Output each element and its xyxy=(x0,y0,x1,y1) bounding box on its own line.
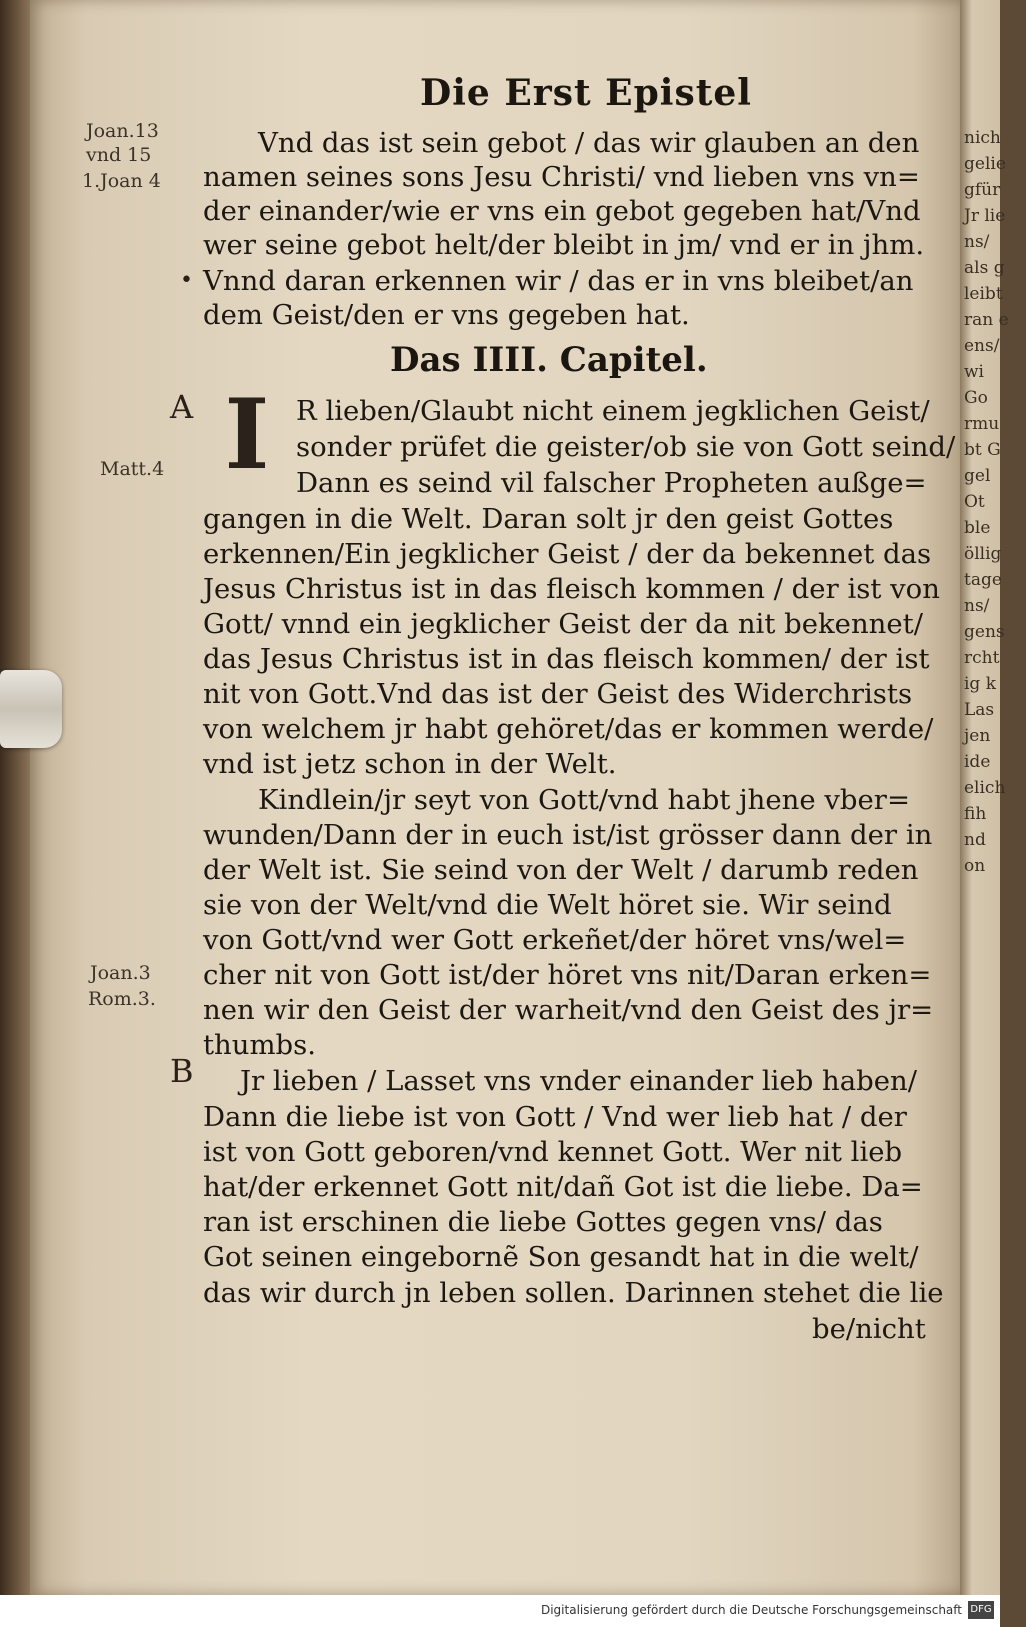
adjacent-text: gel xyxy=(964,466,991,486)
dfg-logo: DFG xyxy=(968,1601,994,1619)
text-line: Gott/ vnnd ein jegklicher Geist der da nit bekennet/ xyxy=(203,608,923,640)
margin-note: Joan.13 xyxy=(86,120,159,142)
adjacent-text: ns/ xyxy=(964,232,990,252)
catchword: be/nicht xyxy=(812,1313,926,1345)
page-clip xyxy=(0,670,62,748)
text-line: gangen in die Welt. Daran solt jr den geist Gottes xyxy=(203,503,894,535)
adjacent-text: gfür xyxy=(964,180,1001,200)
running-head: Die Erst Epistel xyxy=(420,72,752,114)
text-line: der einander/wie er vns ein gebot gegeben hat/Vnd xyxy=(203,195,921,227)
text-line: Dann die liebe ist von Gott / Vnd wer lieb hat / der xyxy=(203,1101,907,1133)
adjacent-text: tage xyxy=(964,570,1002,590)
text-line: Vnd das ist sein gebot / das wir glauben an den xyxy=(258,127,920,159)
text-line: namen seines sons Jesu Christi/ vnd lieben vns vn= xyxy=(203,161,920,193)
footer-credit: Digitalisierung gefördert durch die Deutsche Forschungsgemeinschaft xyxy=(540,1603,962,1617)
text-line: ran ist erschinen die liebe Gottes gegen vns/ das xyxy=(203,1206,883,1238)
adjacent-text: jen xyxy=(964,726,991,746)
adjacent-text: on xyxy=(964,856,986,876)
book-spine xyxy=(0,0,30,1595)
text-line: dem Geist/den er vns gegeben hat. xyxy=(203,299,690,331)
text-line: der Welt ist. Sie seind von der Welt / darumb reden xyxy=(203,854,919,886)
text-line: Vnnd daran erkennen wir / das er in vns bleibet/an xyxy=(203,265,914,297)
adjacent-text: ble xyxy=(964,518,991,538)
adjacent-text: als g xyxy=(964,258,1005,278)
footer-bar xyxy=(0,1595,1000,1627)
adjacent-text: ens/ xyxy=(964,336,1000,356)
margin-note: vnd 15 xyxy=(86,144,152,166)
adjacent-text: gens xyxy=(964,622,1005,642)
adjacent-text: rmu xyxy=(964,414,1000,434)
adjacent-text: Jr lie xyxy=(964,206,1006,226)
section-marker-a: A xyxy=(170,388,194,426)
text-line: ist von Gott geboren/vnd kennet Gott. Wer nit lieb xyxy=(203,1136,903,1168)
adjacent-text: ran e xyxy=(964,310,1009,330)
adjacent-text: nd xyxy=(964,830,986,850)
text-line: von Gott/vnd wer Gott erkeñet/der höret vns/wel= xyxy=(203,924,907,956)
adjacent-text: Las xyxy=(964,700,995,720)
text-line: wunden/Dann der in euch ist/ist grösser dann der in xyxy=(203,819,933,851)
margin-note: Rom.3. xyxy=(88,988,156,1010)
adjacent-text: fih xyxy=(964,804,987,824)
adjacent-text: ns/ xyxy=(964,596,990,616)
margin-note: Joan.3 xyxy=(90,962,151,984)
text-line: das wir durch jn leben sollen. Darinnen stehet die lie xyxy=(203,1277,944,1309)
text-line: thumbs. xyxy=(203,1029,317,1061)
text-line: Got seinen eingebornẽ Son gesandt hat in die welt/ xyxy=(203,1241,919,1273)
text-line: erkennen/Ein jegklicher Geist / der da bekennet das xyxy=(203,538,932,570)
bullet-mark: • xyxy=(180,268,193,293)
text-line: vnd ist jetz schon in der Welt. xyxy=(203,748,617,780)
adjacent-text: leibt xyxy=(964,284,1003,304)
adjacent-text: gelie xyxy=(964,154,1006,174)
adjacent-text: öllig xyxy=(964,544,1002,564)
text-line: sie von der Welt/vnd die Welt höret sie. Wir seind xyxy=(203,889,892,921)
text-line: cher nit von Gott ist/der höret vns nit/Daran erken= xyxy=(203,959,932,991)
chapter-heading: Das IIII. Capitel. xyxy=(390,340,708,380)
adjacent-text: elich xyxy=(964,778,1006,798)
adjacent-text: ig k xyxy=(964,674,997,694)
text-line: hat/der erkennet Gott nit/dañ Got ist die liebe. Da= xyxy=(203,1171,923,1203)
text-line: das Jesus Christus ist in das fleisch kommen/ der ist xyxy=(203,643,930,675)
section-marker-b: B xyxy=(170,1052,194,1090)
adjacent-text: nich xyxy=(964,128,1001,148)
adjacent-text: wi xyxy=(964,362,984,382)
text-line: Kindlein/jr seyt von Gott/vnd habt jhene vber= xyxy=(258,784,910,816)
adjacent-text: Ot xyxy=(964,492,985,512)
adjacent-text: rcht xyxy=(964,648,1000,668)
text-line: Jesus Christus ist in das fleisch kommen / der ist von xyxy=(203,573,940,605)
text-line: R lieben/Glaubt nicht einem jegklichen Geist/ xyxy=(296,395,930,427)
adjacent-text: Go xyxy=(964,388,988,408)
text-line: wer seine gebot helt/der bleibt in jm/ vnd er in jhm. xyxy=(203,229,925,261)
text-line: von welchem jr habt gehöret/das er kommen werde/ xyxy=(203,713,934,745)
adjacent-text: ide xyxy=(964,752,991,772)
text-line: sonder prüfet die geister/ob sie von Gott seind/ xyxy=(296,431,956,463)
text-line: nit von Gott.Vnd das ist der Geist des Widerchrists xyxy=(203,678,913,710)
decorated-initial: I xyxy=(224,378,270,491)
text-line: nen wir den Geist der warheit/vnd den Geist des jr= xyxy=(203,994,934,1026)
margin-note: 1.Joan 4 xyxy=(82,170,161,192)
adjacent-text: bt G xyxy=(964,440,1001,460)
text-line: Jr lieben / Lasset vns vnder einander lieb haben/ xyxy=(240,1065,917,1097)
margin-note: Matt.4 xyxy=(100,458,165,480)
text-line: Dann es seind vil falscher Propheten außge= xyxy=(296,467,927,499)
